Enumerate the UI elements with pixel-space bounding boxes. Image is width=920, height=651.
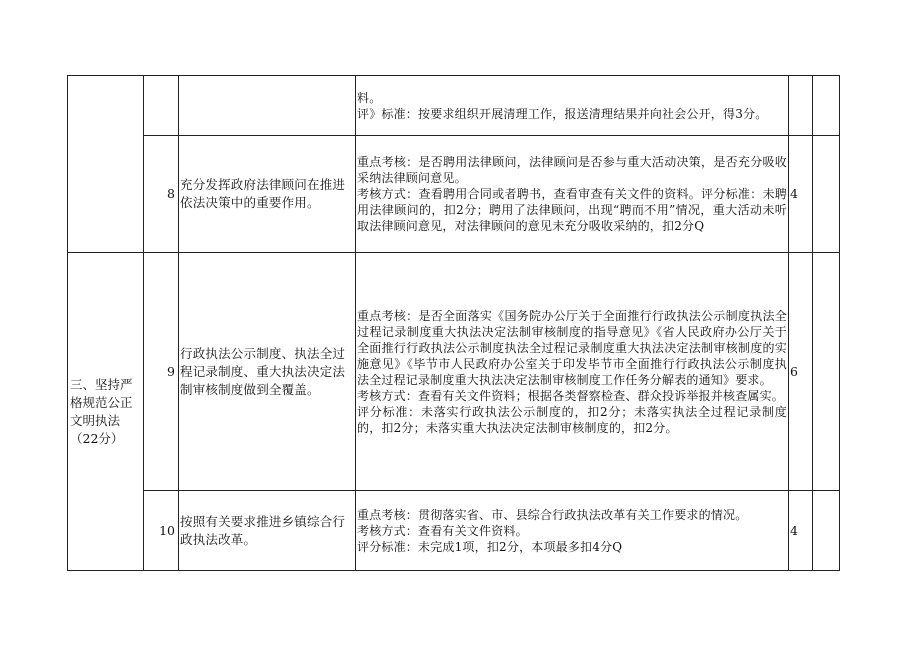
table-row [68,136,840,253]
criteria-line: 重点考核：贯彻落实省、市、县综合行政执法改革有关工作要求的情况。 [357,507,748,522]
remarks-cell [813,76,840,136]
criteria-line: 考核方式：查看有关文件资料；根据各类督察检查、群众投诉举报并核查属实。 [357,388,785,403]
score-cell: 4 [789,491,813,571]
score-cell: 4 [789,136,813,253]
criteria-line: 评分标准：未落实行政执法公示制度的，扣2分；未落实执法全过程记录制度的，扣2分；未落实重大执法决定法制审核制度的，扣2分。 [357,404,787,435]
criteria-line: 重点考核：是否聘用法律顾问，法律顾问是否参与重大活动决策，是否充分吸收采纳法律顾问意见。 [357,155,787,185]
table-row [68,253,840,491]
remarks-cell [813,491,840,571]
category-cell [68,76,144,253]
item-number-cell: 8 [144,136,179,253]
table-row [68,491,840,571]
criteria-line: 评分标准：未完成1项，扣2分，本项最多扣4分Q [357,539,623,554]
criteria-cell [356,76,789,136]
item-description-cell: 行政执法公示制度、执法全过程记录制度、重大执法决定法制审核制度做到全覆盖。 [179,253,356,491]
assessment-table [67,75,840,571]
category-cell: 三、坚持严格规范公正文明执法（22分） [68,253,144,571]
item-number-cell: 10 [144,491,179,571]
remarks-cell [813,253,840,491]
item-number-cell [144,76,179,136]
criteria-cell [356,491,789,571]
item-description-cell: 按照有关要求推进乡镇综合行政执法改革。 [179,491,356,571]
criteria-line: 考核方式：查看聘用合同或者聘书，查看审查有关文件的资料。评分标准：未聘用法律顾问的，扣2分；聘用了法律顾问，出现“聘而不用”情况，重大活动未听取法律顾问意见，对法律顾问的意见未充分吸收采纳的，扣2分Q [357,187,787,233]
criteria-line: 评》标准：按要求组织开展清理工作，报送清理结果并向社会公开，得3分。 [357,106,768,121]
score-cell: 6 [789,253,813,491]
table-row [68,76,840,136]
criteria-cell [356,253,789,491]
criteria-line: 考核方式：查看有关文件资料。 [357,523,528,538]
criteria-line: 重点考核：是否全面落实《国务院办公厅关于全面推行行政执法公示制度执法全过程记录制度重大执法决定法制审核制度的指导意见》《省人民政府办公厅关于全面推行行政执法公示制度执法全过程记录制度重大执法决定法制审核制度的实施意见》《毕节市人民政府办公室关于印发毕节市全面推行行政执法公示制度执法全过程记录制度重大执法决定法制审核制度工作任务分解表的通知》要求。 [357,308,787,387]
criteria-line: 料。 [357,90,382,105]
criteria-cell [356,136,789,253]
item-description-cell [179,76,356,136]
item-description-cell: 充分发挥政府法律顾问在推进依法决策中的重要作用。 [179,136,356,253]
item-number-cell: 9 [144,253,179,491]
remarks-cell [813,136,840,253]
score-cell [789,76,813,136]
